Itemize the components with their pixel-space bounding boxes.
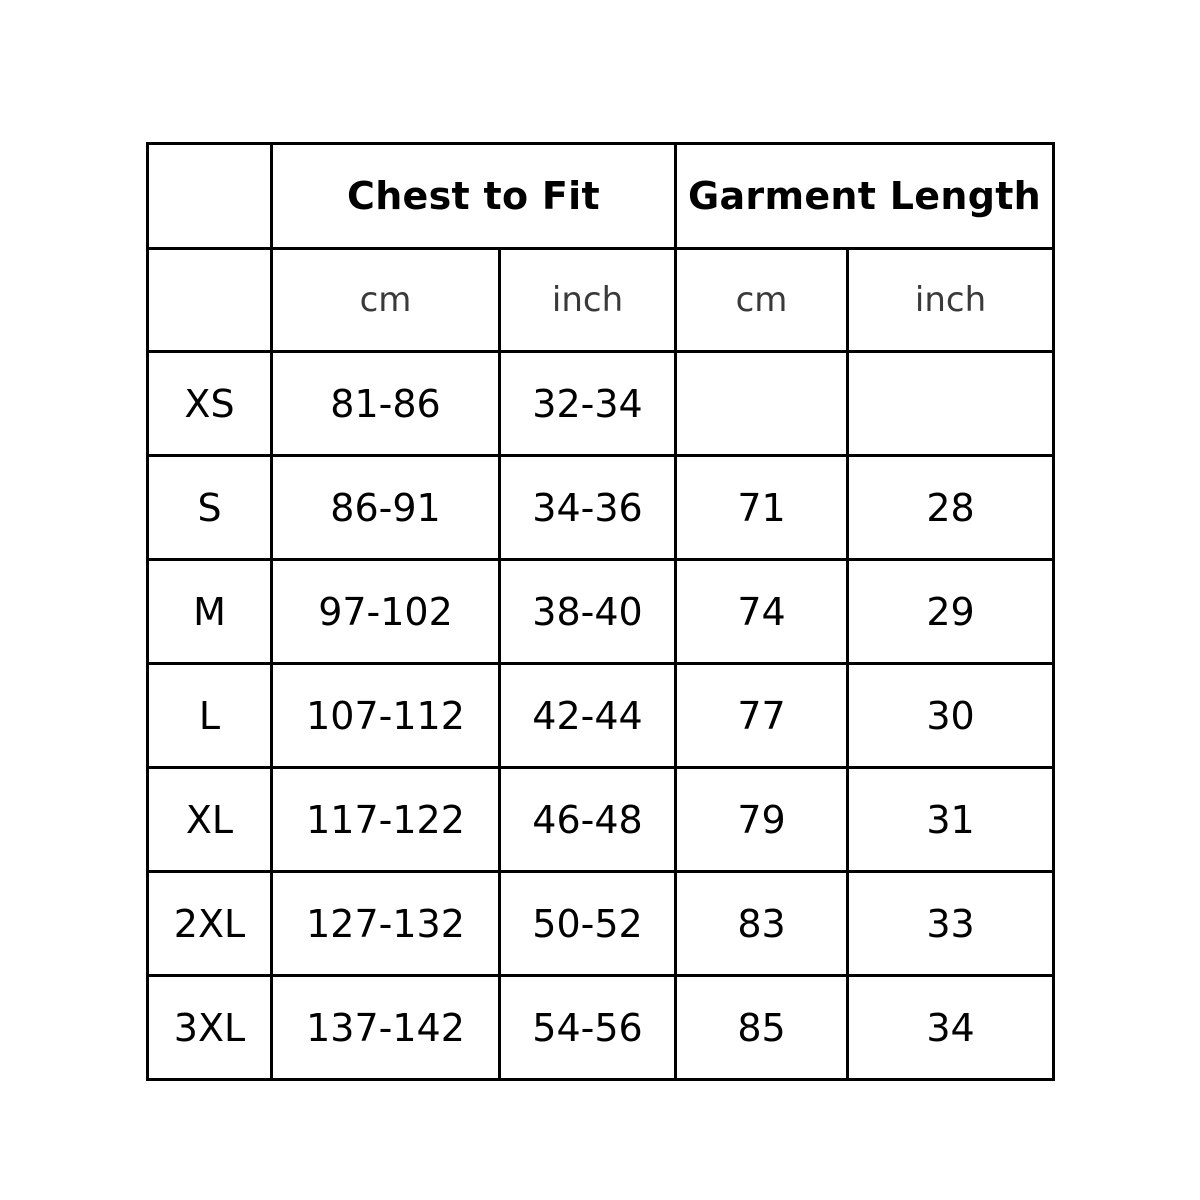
size-label: XS: [148, 352, 272, 456]
corner-cell: [148, 144, 272, 249]
length-inch-value: 34: [848, 976, 1054, 1080]
chest-inch-value: 54-56: [500, 976, 676, 1080]
table-row: [148, 768, 1054, 872]
size-chart-table: [146, 142, 1055, 1081]
size-label: M: [148, 560, 272, 664]
chest-cm-value: 127-132: [272, 872, 500, 976]
length-inch-value: [848, 352, 1054, 456]
size-label: XL: [148, 768, 272, 872]
chest-inch-value: 50-52: [500, 872, 676, 976]
group-header-chest: Chest to Fit: [272, 144, 676, 249]
chest-inch-value: 34-36: [500, 456, 676, 560]
size-label: L: [148, 664, 272, 768]
length-cm-value: [676, 352, 848, 456]
size-label: 3XL: [148, 976, 272, 1080]
unit-header-chest-cm: cm: [272, 249, 500, 352]
unit-header-row: [148, 249, 1054, 352]
chest-cm-value: 137-142: [272, 976, 500, 1080]
chest-cm-value: 81-86: [272, 352, 500, 456]
chest-cm-value: 107-112: [272, 664, 500, 768]
unit-header-chest-inch: inch: [500, 249, 676, 352]
length-cm-value: 85: [676, 976, 848, 1080]
unit-header-length-inch: inch: [848, 249, 1054, 352]
length-inch-value: 33: [848, 872, 1054, 976]
table-row: [148, 456, 1054, 560]
chest-cm-value: 97-102: [272, 560, 500, 664]
size-label: 2XL: [148, 872, 272, 976]
unit-header-length-cm: cm: [676, 249, 848, 352]
chest-inch-value: 42-44: [500, 664, 676, 768]
size-label: S: [148, 456, 272, 560]
chest-cm-value: 117-122: [272, 768, 500, 872]
group-header-row: [148, 144, 1054, 249]
table-row: [148, 976, 1054, 1080]
chest-inch-value: 32-34: [500, 352, 676, 456]
length-inch-value: 31: [848, 768, 1054, 872]
length-inch-value: 29: [848, 560, 1054, 664]
chest-cm-value: 86-91: [272, 456, 500, 560]
corner-cell-2: [148, 249, 272, 352]
length-cm-value: 71: [676, 456, 848, 560]
length-inch-value: 28: [848, 456, 1054, 560]
group-header-length: Garment Length: [676, 144, 1054, 249]
table-row: [148, 352, 1054, 456]
chest-inch-value: 46-48: [500, 768, 676, 872]
table-row: [148, 664, 1054, 768]
length-cm-value: 83: [676, 872, 848, 976]
chest-inch-value: 38-40: [500, 560, 676, 664]
length-cm-value: 79: [676, 768, 848, 872]
length-cm-value: 74: [676, 560, 848, 664]
table-row: [148, 872, 1054, 976]
length-cm-value: 77: [676, 664, 848, 768]
table-row: [148, 560, 1054, 664]
length-inch-value: 30: [848, 664, 1054, 768]
